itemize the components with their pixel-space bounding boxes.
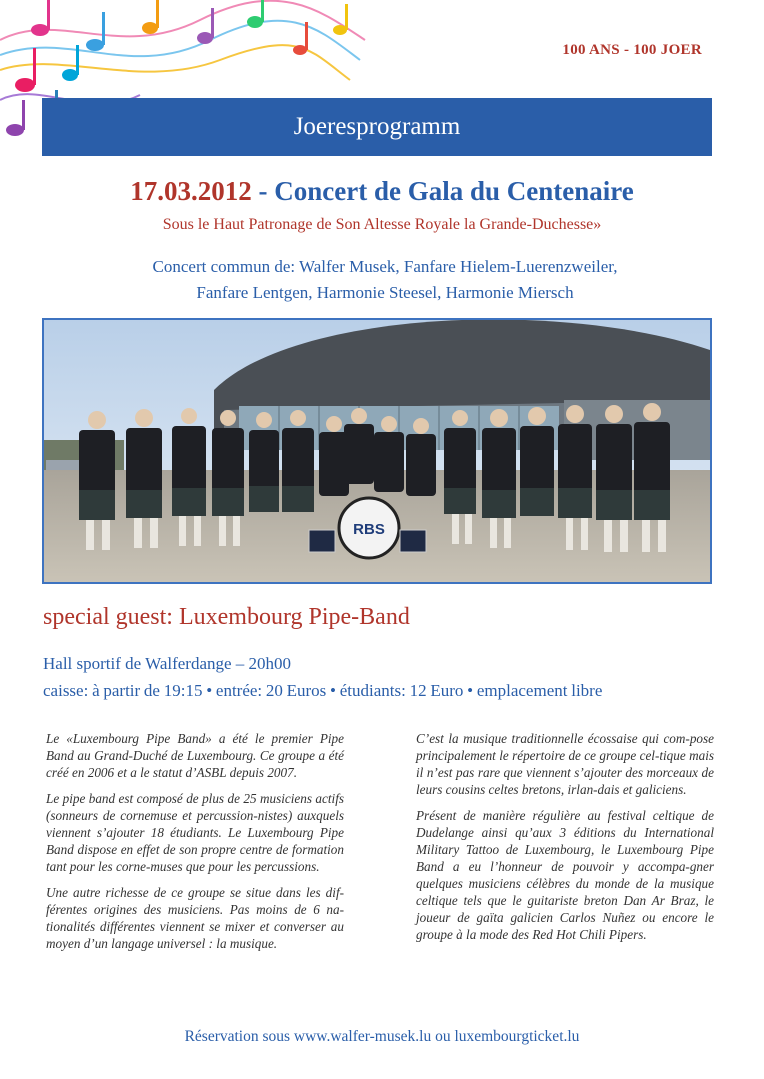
event-date: 17.03.2012 (130, 176, 252, 206)
article-paragraph: C’est la musique traditionnelle écossaise qui com-pose principalement le répertoire de ce groupe cel-tique mais il n’est pas rare que viennent s’ajouter des morceaux de leurs cousins celtes bretons, irlan-dais et galiciens. (416, 731, 714, 797)
participating-bands (60, 254, 710, 306)
ticket-prices: caisse: à partir de 19:15 • entrée: 20 Euros • étudiants: 12 Euro • emplacement libre (43, 681, 603, 700)
pipe-band-photo (42, 318, 712, 584)
event-title: Concert de Gala du Centenaire (274, 176, 634, 206)
event-heading (0, 176, 764, 207)
article-paragraph: Une autre richesse de ce groupe se situe dans les dif-férentes origines des musiciens. Pas moins de 6 na-tionalités différentes viennent se mixer et converser au moyen d’un langage universel : la musique. (46, 885, 344, 951)
section-banner (42, 98, 712, 156)
article-paragraph: Le «Luxembourg Pipe Band» a été le premier Pipe Band au Grand-Duché de Luxembourg. Ce groupe a été créé en 2006 et a le statut d’ASBL depuis 2007. (46, 731, 344, 780)
reservation-info: Réservation sous www.walfer-musek.lu ou luxembourgticket.lu (184, 1028, 580, 1045)
event-separator: - (251, 176, 275, 206)
venue-time: Hall sportif de Walferdange – 20h00 (43, 654, 292, 673)
participating-bands-line-1: Concert commun de: Walfer Musek, Fanfare Hielem-Luerenzweiler, (152, 257, 618, 276)
article-column-right (416, 730, 714, 952)
patronage-line: Sous le Haut Patronage de Son Altesse Royale la Grande-Duchesse» (162, 216, 602, 233)
participating-bands-line-2: Fanfare Lentgen, Harmonie Steesel, Harmonie Miersch (196, 283, 574, 302)
banner-title: Joeresprogramm (293, 113, 461, 140)
article-paragraph: Le pipe band est composé de plus de 25 musiciens actifs (sonneurs de cornemuse et percussion-nistes) auxquels viennent s’ajouter 18 étudiants. Le Luxembourg Pipe Band dispose en effet de son propre centre de formation tant pour les corne-muses que pour les percussions. (46, 791, 344, 874)
article-paragraph: Présent de manière régulière au festival celtique de Dudelange ainsi qu’aux 3 éditions du International Military Tattoo de Luxembourg, le Luxembourg Pipe Band a eu l’honneur de pouvoir y accompa-gner quelques musiciens célèbres du monde de la musique celtique tels que le guitariste breton Dan Ar Braz, le joueur de gaïta galicien Carlos Nuñez ou encore le groupe à la mode des Red Hot Chili Pipers. (416, 808, 714, 942)
article-column-left (46, 730, 344, 961)
drum-logo-text: RBS (353, 521, 385, 538)
special-guest-heading: special guest: Luxembourg Pipe-Band (43, 604, 410, 630)
centenary-tagline: 100 ANS - 100 JOER (562, 42, 702, 58)
